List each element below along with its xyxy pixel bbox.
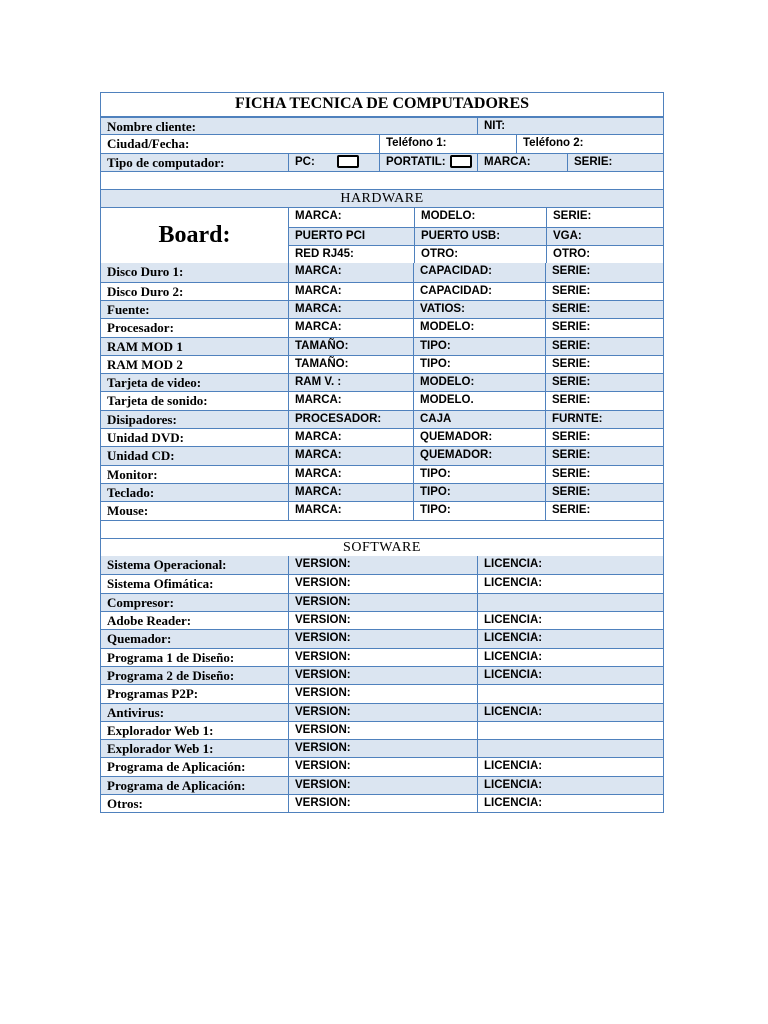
hardware-cell[interactable]: CAJA	[413, 411, 545, 428]
hardware-cell[interactable]: MARCA:	[288, 466, 413, 483]
software-row	[101, 666, 663, 684]
hardware-row-label: Fuente:	[107, 301, 150, 317]
hardware-row-label: RAM MOD 2	[107, 356, 183, 372]
software-row-label: Explorador Web 1:	[107, 722, 214, 738]
hardware-cell[interactable]: TIPO:	[413, 356, 545, 373]
board-row	[289, 245, 663, 263]
hardware-cell[interactable]: TAMAÑO:	[288, 338, 413, 355]
software-row-label: Adobe Reader:	[107, 613, 192, 629]
software-row	[101, 556, 663, 574]
software-cell[interactable]: LICENCIA:	[477, 649, 663, 666]
board-section	[101, 207, 663, 263]
hardware-row	[101, 483, 663, 501]
software-row	[101, 593, 663, 611]
hardware-cell[interactable]: CAPACIDAD:	[413, 263, 545, 281]
software-cell[interactable]: LICENCIA:	[477, 777, 663, 794]
board-row	[289, 208, 663, 226]
software-cell[interactable]: VERSION:	[288, 575, 477, 592]
software-row-label: Antivirus:	[107, 704, 165, 720]
software-row	[101, 739, 663, 757]
software-row	[101, 794, 663, 812]
software-row	[101, 776, 663, 794]
hardware-cell[interactable]: MARCA:	[288, 283, 413, 300]
software-cell[interactable]: LICENCIA:	[477, 575, 663, 592]
software-cell[interactable]: LICENCIA:	[477, 630, 663, 647]
hardware-cell[interactable]: MARCA:	[288, 447, 413, 464]
title-row	[101, 93, 663, 116]
hardware-cell[interactable]: MARCA:	[288, 301, 413, 318]
hardware-cell[interactable]: MODELO:	[413, 374, 545, 391]
hardware-row	[101, 318, 663, 336]
software-row	[101, 648, 663, 666]
phone2-field[interactable]: Teléfono 2:	[516, 135, 663, 152]
software-cell[interactable]	[477, 685, 663, 702]
hardware-row	[101, 263, 663, 281]
hardware-cell[interactable]: MARCA:	[288, 484, 413, 501]
hardware-cell[interactable]: QUEMADOR:	[413, 447, 545, 464]
spacer	[101, 521, 663, 538]
software-cell[interactable]: VERSION:	[288, 685, 477, 702]
software-cell[interactable]: VERSION:	[288, 777, 477, 794]
hardware-cell[interactable]: SERIE:	[545, 429, 663, 446]
phone1-field[interactable]: Teléfono 1:	[379, 135, 516, 152]
hardware-row	[101, 355, 663, 373]
software-row-label: Sistema Ofimática:	[107, 576, 214, 592]
hardware-row-label: Mouse:	[107, 503, 149, 519]
hardware-cell[interactable]: SERIE:	[545, 374, 663, 391]
software-row-label: Programa 2 de Diseño:	[107, 667, 235, 683]
hardware-row	[101, 300, 663, 318]
spacer-row	[101, 520, 663, 538]
hardware-cell[interactable]: QUEMADOR:	[413, 429, 545, 446]
board-row	[289, 227, 663, 245]
software-cell[interactable]: VERSION:	[288, 649, 477, 666]
software-row	[101, 611, 663, 629]
city-date-row	[101, 134, 663, 152]
hardware-rows	[101, 263, 663, 519]
hardware-cell[interactable]: SERIE:	[545, 502, 663, 519]
software-cell[interactable]: LICENCIA:	[477, 612, 663, 629]
hardware-cell[interactable]: RAM V. :	[288, 374, 413, 391]
software-row	[101, 629, 663, 647]
software-heading-row	[101, 538, 663, 556]
software-cell[interactable]: VERSION:	[288, 630, 477, 647]
hardware-cell[interactable]: TIPO:	[413, 484, 545, 501]
board-cell[interactable]: MODELO:	[414, 208, 546, 226]
hardware-cell[interactable]: SERIE:	[545, 319, 663, 336]
hardware-cell[interactable]: TIPO:	[413, 338, 545, 355]
spacer-row	[101, 171, 663, 189]
hardware-row-label: Disco Duro 1:	[107, 264, 184, 280]
hardware-row-label: Disipadores:	[107, 411, 177, 427]
hardware-row	[101, 337, 663, 355]
portatil-checkbox[interactable]	[450, 155, 472, 168]
hardware-cell[interactable]: MODELO.	[413, 392, 545, 409]
hardware-cell[interactable]: TAMAÑO:	[288, 356, 413, 373]
hardware-cell[interactable]: SERIE:	[545, 447, 663, 464]
pc-option	[288, 154, 379, 171]
software-row-label: Explorador Web 1:	[107, 741, 214, 757]
software-row	[101, 721, 663, 739]
hardware-heading: HARDWARE	[340, 191, 424, 207]
hardware-cell[interactable]: FURNTE:	[545, 411, 663, 428]
portatil-option	[379, 154, 477, 171]
software-cell[interactable]	[477, 594, 663, 611]
software-row	[101, 703, 663, 721]
computer-type-label: Tipo de computador:	[107, 154, 225, 170]
board-cell[interactable]: OTRO:	[414, 246, 546, 263]
hardware-cell[interactable]: SERIE:	[545, 356, 663, 373]
serial-field[interactable]: SERIE:	[567, 154, 663, 171]
nit-field[interactable]: NIT:	[477, 118, 663, 134]
hardware-cell[interactable]: SERIE:	[545, 484, 663, 501]
software-cell[interactable]: LICENCIA:	[477, 758, 663, 775]
hardware-cell[interactable]: MARCA:	[288, 502, 413, 519]
software-cell[interactable]: LICENCIA:	[477, 704, 663, 721]
board-cell[interactable]: PUERTO USB:	[414, 228, 546, 245]
software-row-label: Programa 1 de Diseño:	[107, 649, 235, 665]
software-cell[interactable]	[477, 740, 663, 757]
hardware-row	[101, 428, 663, 446]
hardware-cell[interactable]: SERIE:	[545, 338, 663, 355]
software-rows	[101, 556, 663, 812]
hardware-cell[interactable]: SERIE:	[545, 301, 663, 318]
hardware-cell[interactable]: CAPACIDAD:	[413, 283, 545, 300]
hardware-row	[101, 373, 663, 391]
software-cell[interactable]: LICENCIA:	[477, 667, 663, 684]
hardware-row	[101, 282, 663, 300]
hardware-row-label: Tarjeta de sonido:	[107, 393, 208, 409]
pc-label: PC:	[295, 155, 315, 168]
software-cell[interactable]: VERSION:	[288, 594, 477, 611]
hardware-row-label: Unidad DVD:	[107, 430, 184, 446]
hardware-cell[interactable]: TIPO:	[413, 502, 545, 519]
hardware-cell[interactable]: SERIE:	[545, 283, 663, 300]
software-cell[interactable]: VERSION:	[288, 612, 477, 629]
software-row-label: Sistema Operacional:	[107, 557, 227, 573]
hardware-cell[interactable]: SERIE:	[545, 392, 663, 409]
hardware-row-label: RAM MOD 1	[107, 338, 183, 354]
hardware-cell[interactable]: VATIOS:	[413, 301, 545, 318]
board-cell[interactable]: VGA:	[546, 228, 663, 245]
portatil-label: PORTATIL:	[386, 155, 446, 168]
software-cell[interactable]	[477, 722, 663, 739]
software-row	[101, 684, 663, 702]
software-heading: SOFTWARE	[343, 539, 421, 555]
software-cell[interactable]: VERSION:	[288, 758, 477, 775]
hardware-row-label: Unidad CD:	[107, 448, 175, 464]
software-cell[interactable]: VERSION:	[288, 704, 477, 721]
hardware-heading-row	[101, 189, 663, 207]
board-cell[interactable]: RED RJ45:	[295, 248, 354, 261]
board-cell[interactable]: MARCA:	[295, 210, 342, 223]
hardware-row	[101, 465, 663, 483]
ficha-tecnica-form	[100, 92, 664, 813]
software-cell[interactable]: VERSION:	[288, 667, 477, 684]
hardware-row	[101, 446, 663, 464]
brand-field[interactable]: MARCA:	[477, 154, 567, 171]
software-row-label: Otros:	[107, 795, 143, 811]
software-row	[101, 757, 663, 775]
board-cell[interactable]: SERIE:	[546, 208, 663, 226]
city-date-field[interactable]: Ciudad/Fecha:	[107, 136, 190, 152]
hardware-row-label: Disco Duro 2:	[107, 283, 184, 299]
client-name-field[interactable]: Nombre cliente:	[107, 119, 196, 134]
client-name-row	[101, 116, 663, 134]
hardware-cell[interactable]: MARCA:	[288, 392, 413, 409]
hardware-cell[interactable]: TIPO:	[413, 466, 545, 483]
hardware-cell[interactable]: SERIE:	[545, 466, 663, 483]
pc-checkbox[interactable]	[337, 155, 359, 168]
hardware-cell[interactable]: PROCESADOR:	[288, 411, 413, 428]
form-title: FICHA TECNICA DE COMPUTADORES	[234, 95, 530, 112]
hardware-row	[101, 391, 663, 409]
hardware-cell[interactable]: MARCA:	[288, 263, 413, 281]
hardware-row-label: Monitor:	[107, 466, 158, 482]
software-row-label: Programas P2P:	[107, 686, 199, 702]
software-row-label: Quemador:	[107, 631, 172, 647]
hardware-row-label: Tarjeta de video:	[107, 375, 202, 391]
software-row-label: Compresor:	[107, 594, 174, 610]
software-cell[interactable]: VERSION:	[288, 722, 477, 739]
software-cell[interactable]: VERSION:	[288, 795, 477, 812]
hardware-row-label: Teclado:	[107, 484, 155, 500]
hardware-row	[101, 501, 663, 519]
board-grid	[288, 208, 663, 263]
computer-type-row	[101, 153, 663, 171]
hardware-cell[interactable]: MODELO:	[413, 319, 545, 336]
software-row-label: Programa de Aplicación:	[107, 777, 246, 793]
software-row	[101, 574, 663, 592]
board-cell[interactable]: OTRO:	[546, 246, 663, 263]
hardware-row	[101, 410, 663, 428]
hardware-row-label: Procesador:	[107, 320, 174, 336]
software-cell[interactable]: LICENCIA:	[477, 556, 663, 574]
board-cell[interactable]: PUERTO PCI	[295, 229, 366, 242]
software-cell[interactable]: LICENCIA:	[477, 795, 663, 812]
spacer	[101, 172, 663, 189]
software-cell[interactable]: VERSION:	[288, 740, 477, 757]
board-label: Board:	[158, 222, 231, 249]
hardware-cell[interactable]: MARCA:	[288, 319, 413, 336]
hardware-cell[interactable]: MARCA:	[288, 429, 413, 446]
software-row-label: Programa de Aplicación:	[107, 759, 246, 775]
software-cell[interactable]: VERSION:	[288, 556, 477, 574]
hardware-cell[interactable]: SERIE:	[545, 263, 663, 281]
